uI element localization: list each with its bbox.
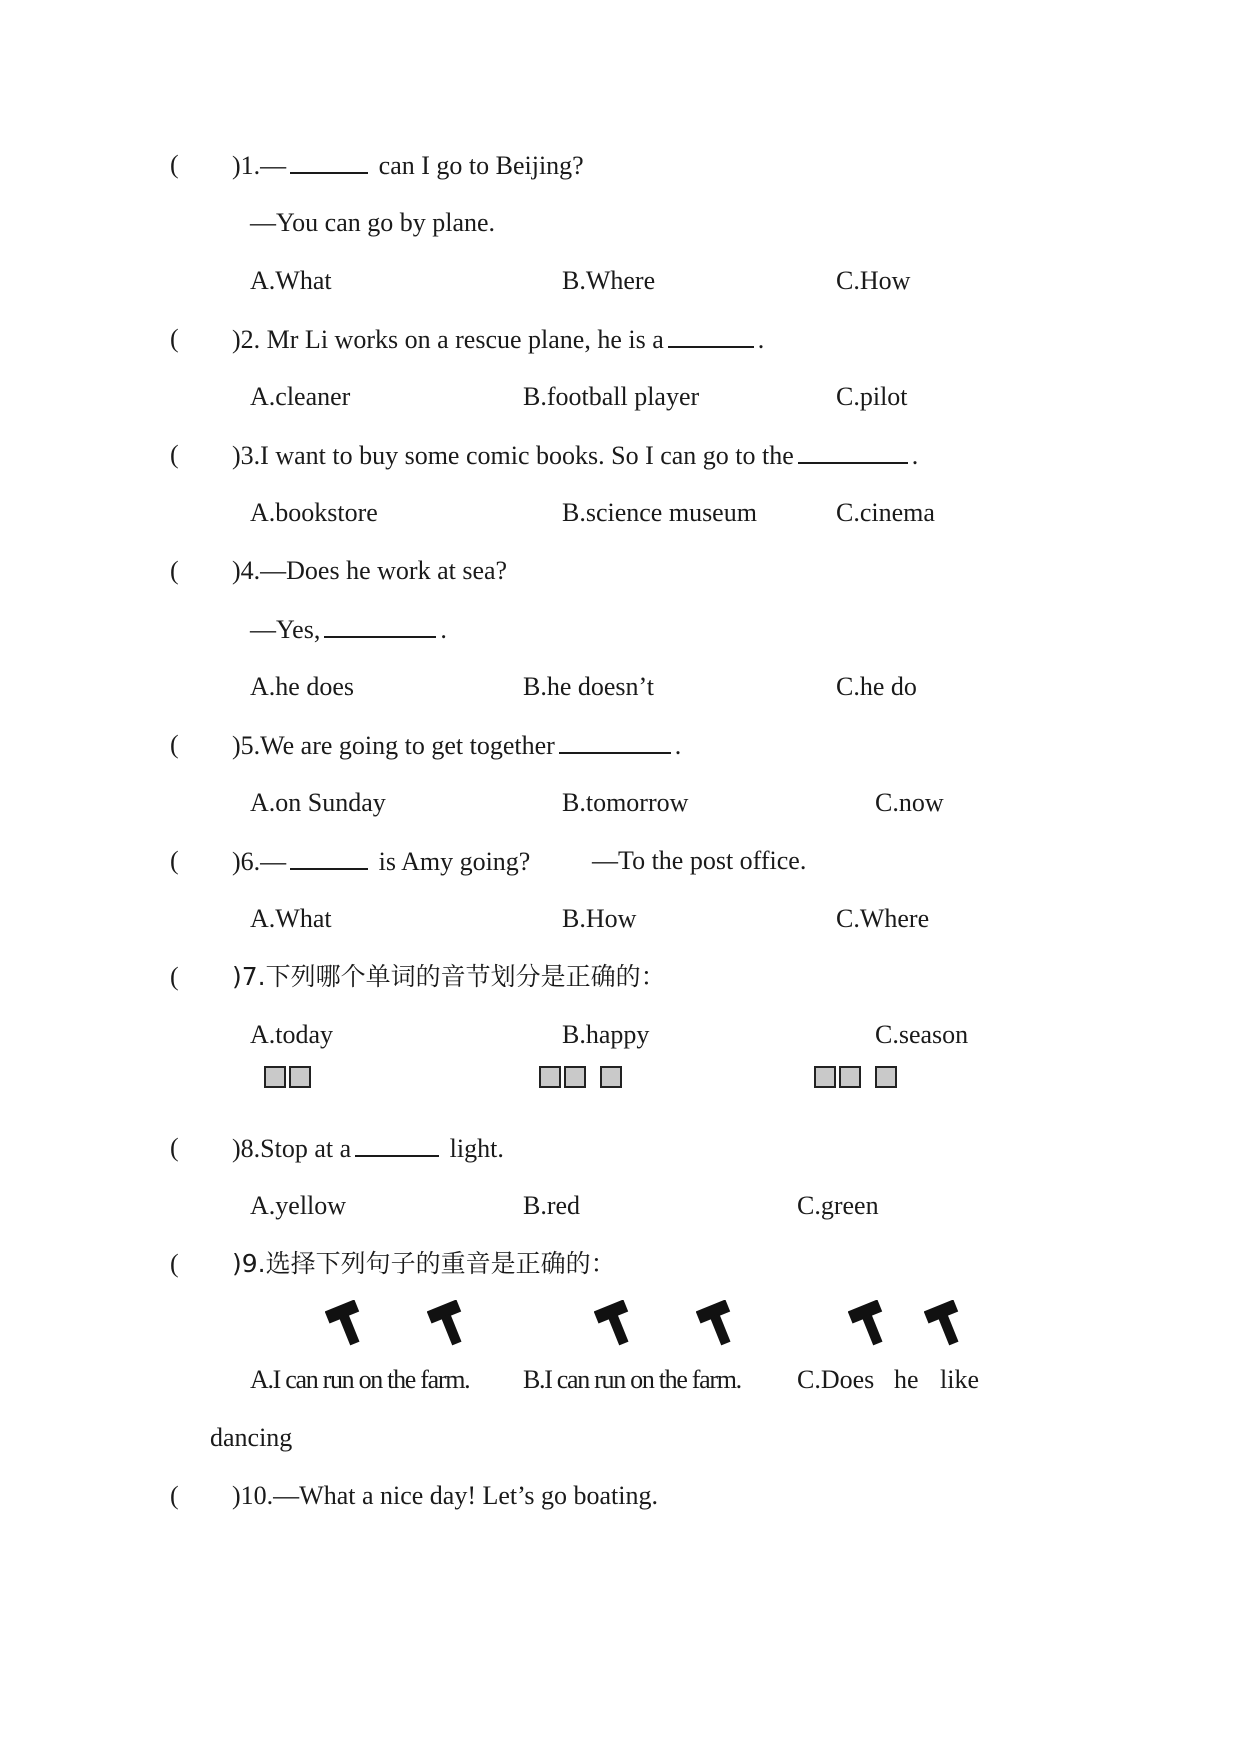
stress-hammer-icon: [924, 1300, 968, 1348]
question-4-reply: [250, 614, 447, 645]
q7-option-a[interactable]: A.today: [250, 1020, 334, 1049]
syllable-box: [564, 1066, 586, 1088]
q7-option-b[interactable]: B.happy: [562, 1020, 650, 1049]
stress-hammer-icon: [696, 1300, 740, 1348]
question-4-reply-text: —Yes,: [250, 615, 321, 644]
q9-option-c[interactable]: C.Does: [797, 1365, 875, 1394]
q9-option-b[interactable]: B.I can run on the farm.: [523, 1365, 741, 1394]
syllable-box: [875, 1066, 897, 1088]
blank-1[interactable]: [290, 150, 368, 174]
blank-6[interactable]: [290, 846, 368, 870]
blank-2[interactable]: [668, 324, 754, 348]
question-2-text: )2. Mr Li works on a rescue plane, he is a: [232, 325, 664, 354]
q3-option-c[interactable]: C.cinema: [836, 498, 935, 527]
question-6-reply: —To the post office.: [592, 846, 807, 875]
stress-hammer-icon: [594, 1300, 638, 1348]
q6-option-a[interactable]: A.What: [250, 904, 332, 933]
syllable-boxes-b: [539, 1066, 622, 1088]
q2-option-b[interactable]: B.football player: [523, 382, 700, 411]
syllable-boxes-c: [814, 1066, 897, 1088]
question-2-end: .: [757, 325, 765, 354]
answer-paren-1[interactable]: (: [170, 150, 179, 179]
question-3-text: )3.I want to buy some comic books. So I can go to the: [232, 441, 794, 470]
q3-option-b[interactable]: B.science museum: [562, 498, 757, 527]
q9-option-a[interactable]: A.I can run on the farm.: [250, 1365, 470, 1394]
question-3-stem: [232, 440, 918, 471]
stress-hammer-icon: [427, 1300, 471, 1348]
question-5-stem: [232, 730, 681, 761]
question-4-stem: )4.—Does he work at sea?: [232, 556, 508, 585]
q6-option-c[interactable]: C.Where: [836, 904, 930, 933]
question-8-stem: [232, 1133, 504, 1164]
q8-option-b[interactable]: B.red: [523, 1191, 581, 1220]
question-7-text: )7.下列哪个单词的音节划分是正确的：: [232, 962, 666, 991]
answer-paren-4[interactable]: (: [170, 556, 179, 585]
question-5-end: .: [674, 731, 682, 760]
q5-option-b[interactable]: B.tomorrow: [562, 788, 689, 817]
q1-option-a[interactable]: A.What: [250, 266, 332, 295]
blank-8[interactable]: [355, 1133, 439, 1157]
blank-4[interactable]: [324, 614, 436, 638]
question-9-stem: [232, 1249, 616, 1279]
question-8-text: )8.Stop at a: [232, 1134, 352, 1163]
syllable-box: [814, 1066, 836, 1088]
syllable-box: [600, 1066, 622, 1088]
blank-3[interactable]: [798, 440, 908, 464]
syllable-boxes-a: [264, 1066, 311, 1088]
answer-paren-2[interactable]: (: [170, 324, 179, 353]
stress-hammer-icon: [325, 1300, 369, 1348]
q9-option-c-word-like: like: [940, 1365, 979, 1394]
q5-option-c[interactable]: C.now: [875, 788, 944, 817]
answer-paren-10[interactable]: (: [170, 1481, 179, 1510]
q7-option-c[interactable]: C.season: [875, 1020, 969, 1049]
question-1-number: )1.—: [232, 151, 287, 180]
syllable-box: [289, 1066, 311, 1088]
q6-option-b[interactable]: B.How: [562, 904, 637, 933]
q5-option-a[interactable]: A.on Sunday: [250, 788, 386, 817]
question-9-text: )9.选择下列句子的重音是正确的：: [232, 1249, 616, 1278]
syllable-box: [539, 1066, 561, 1088]
q3-option-a[interactable]: A.bookstore: [250, 498, 378, 527]
question-1-stem: [232, 150, 584, 181]
question-6-stem: [232, 846, 530, 877]
answer-paren-8[interactable]: (: [170, 1133, 179, 1162]
q9-option-c-word-he: he: [894, 1365, 919, 1394]
question-10-stem: )10.—What a nice day! Let’s go boating.: [232, 1481, 658, 1510]
question-1-text: can I go to Beijing?: [372, 151, 584, 180]
question-3-end: .: [911, 441, 919, 470]
question-5-text: )5.We are going to get together: [232, 731, 555, 760]
q4-option-c[interactable]: C.he do: [836, 672, 917, 701]
answer-paren-6[interactable]: (: [170, 846, 179, 875]
stress-hammer-icon: [848, 1300, 892, 1348]
q4-option-b[interactable]: B.he doesn’t: [523, 672, 654, 701]
answer-paren-9[interactable]: (: [170, 1249, 179, 1278]
blank-5[interactable]: [559, 730, 671, 754]
syllable-box: [264, 1066, 286, 1088]
answer-paren-7[interactable]: (: [170, 962, 179, 991]
question-4-reply-end: .: [440, 615, 447, 644]
answer-paren-3[interactable]: (: [170, 440, 179, 469]
q1-option-b[interactable]: B.Where: [562, 266, 656, 295]
question-1-reply: —You can go by plane.: [250, 208, 496, 237]
question-7-stem: [232, 962, 666, 992]
q9-option-c-wrap: dancing: [210, 1423, 293, 1452]
q2-option-a[interactable]: A.cleaner: [250, 382, 351, 411]
q2-option-c[interactable]: C.pilot: [836, 382, 908, 411]
q8-option-c[interactable]: C.green: [797, 1191, 879, 1220]
question-6-number: )6.—: [232, 847, 287, 876]
syllable-box: [839, 1066, 861, 1088]
answer-paren-5[interactable]: (: [170, 730, 179, 759]
q1-option-c[interactable]: C.How: [836, 266, 911, 295]
question-8-end: light.: [443, 1134, 504, 1163]
question-2-stem: [232, 324, 764, 355]
q8-option-a[interactable]: A.yellow: [250, 1191, 347, 1220]
question-6-text: is Amy going?: [372, 847, 531, 876]
q4-option-a[interactable]: A.he does: [250, 672, 354, 701]
